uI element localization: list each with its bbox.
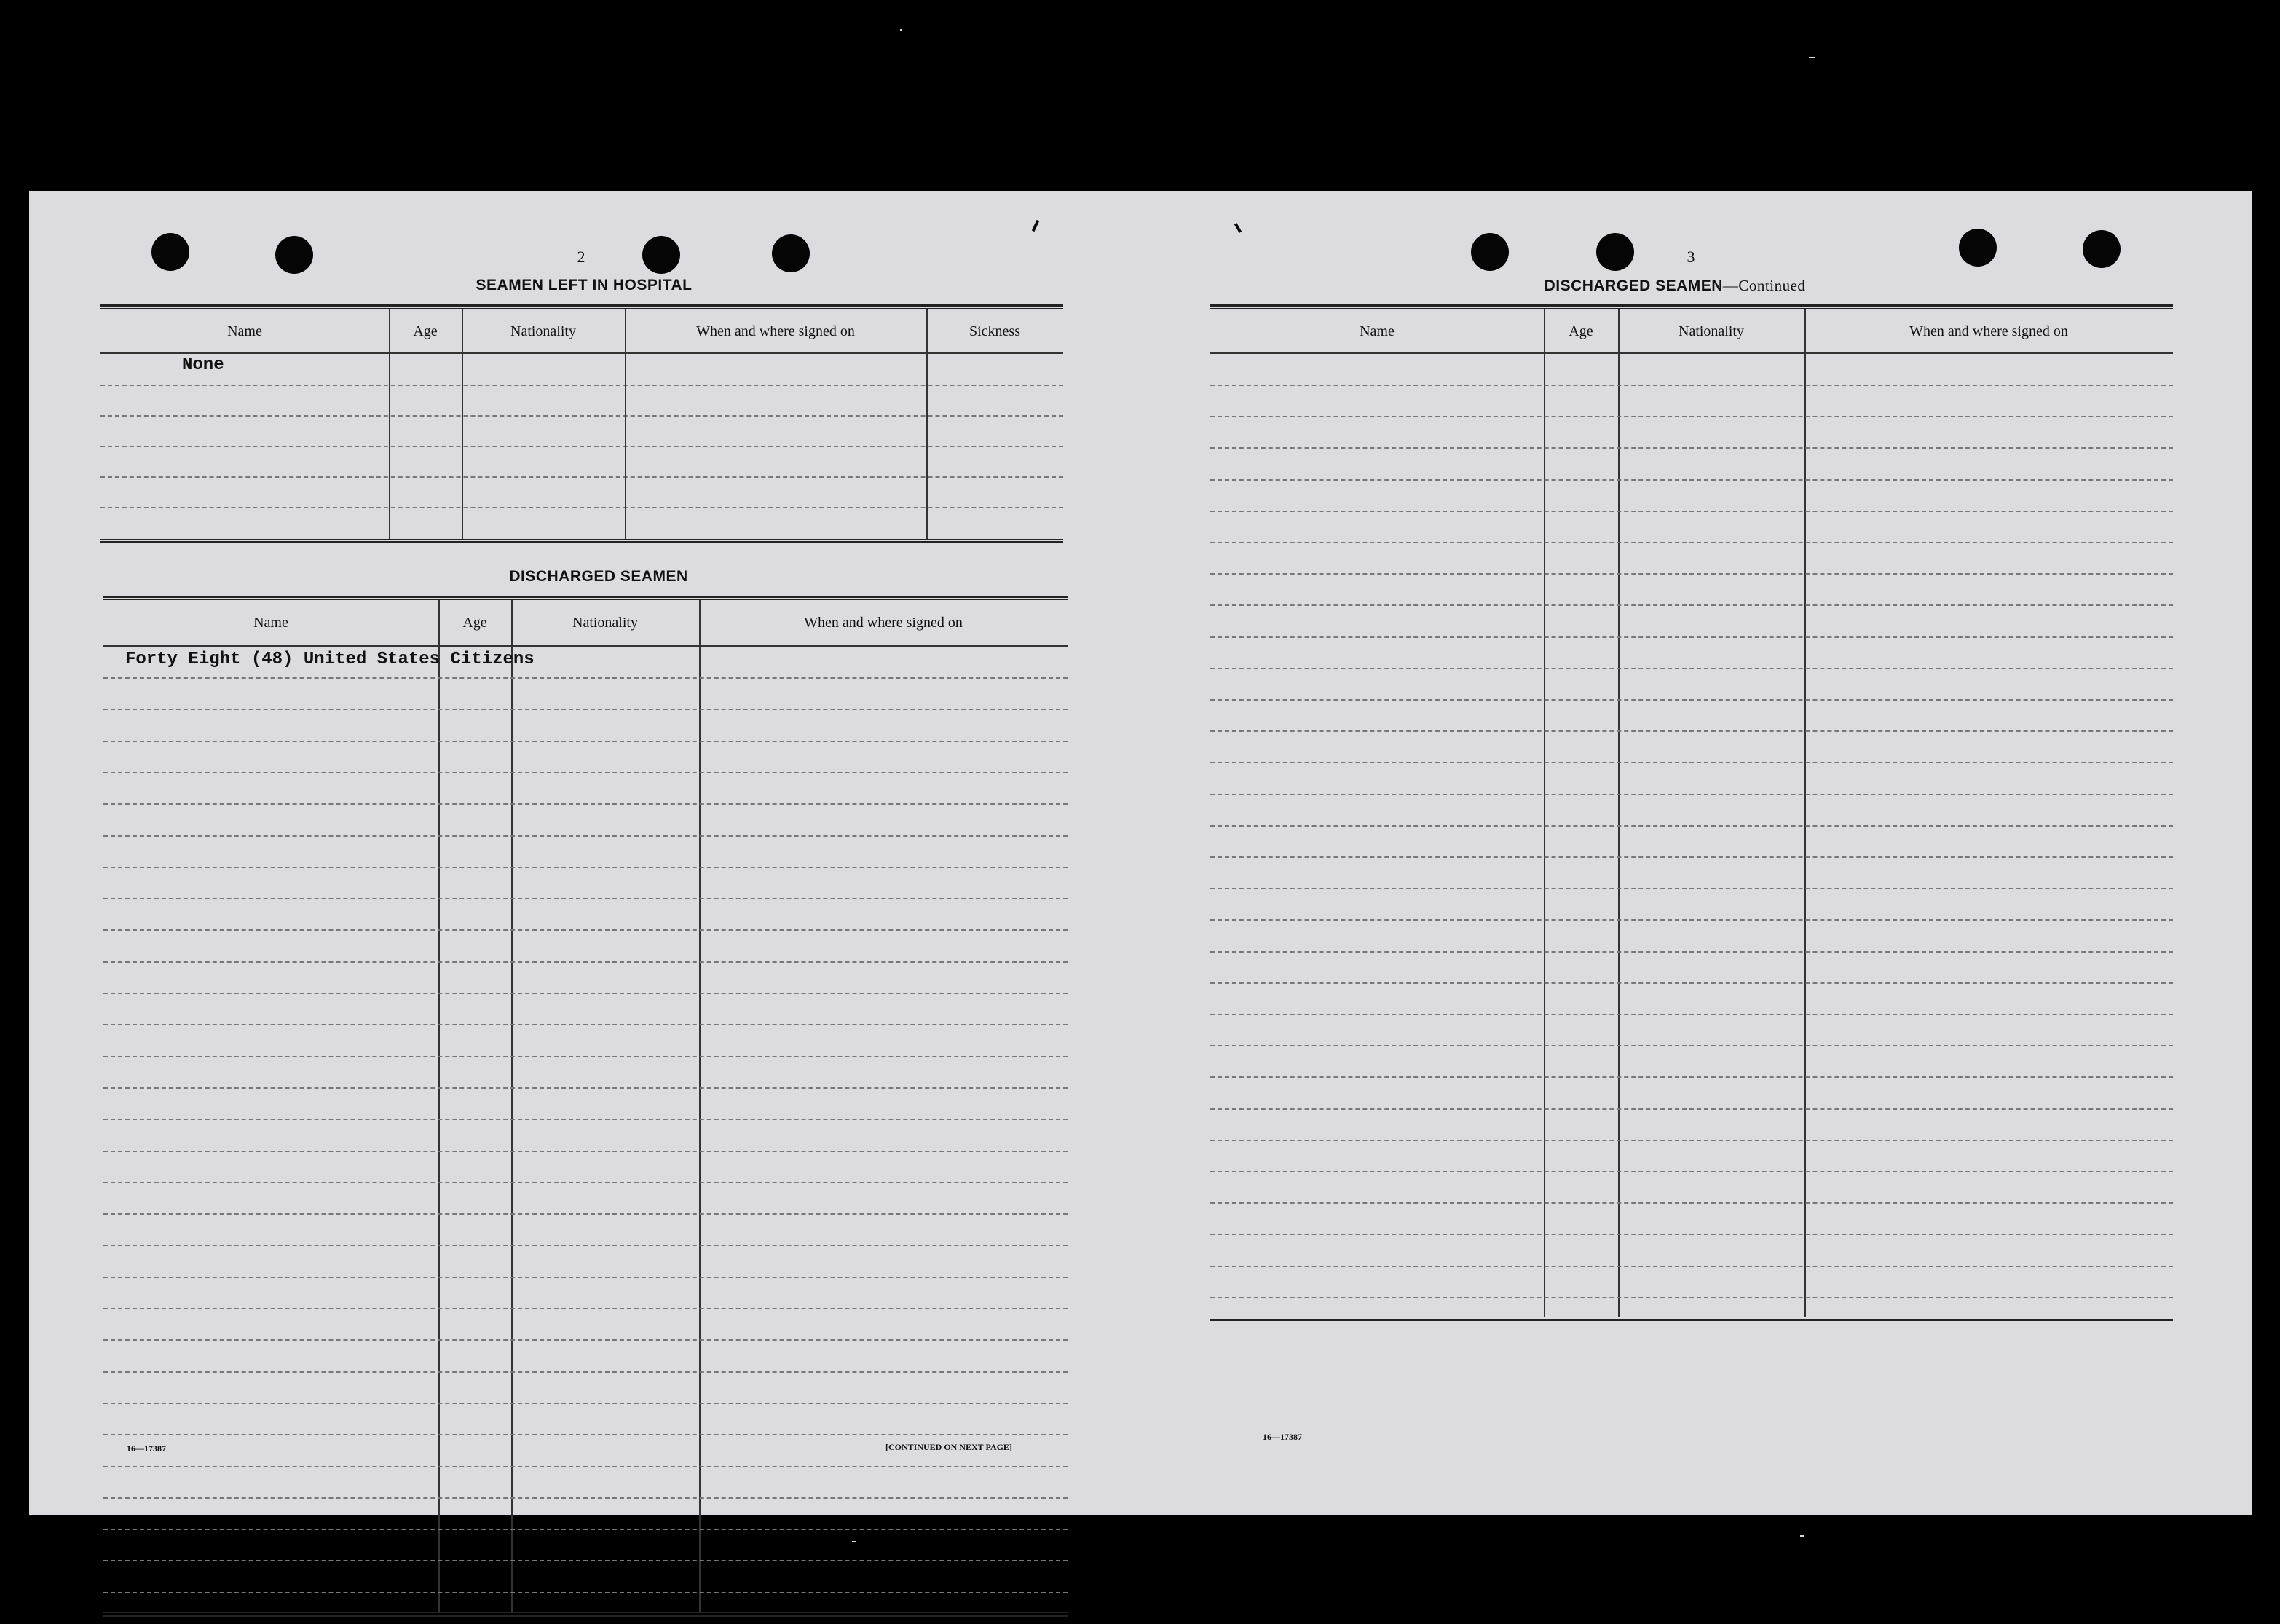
ruled-line bbox=[1210, 542, 2173, 543]
ruled-line bbox=[103, 677, 1068, 679]
ruled-line bbox=[1210, 1297, 2173, 1298]
ruled-line bbox=[103, 1151, 1068, 1152]
column-header-name: Name bbox=[1360, 323, 1395, 339]
punch-hole bbox=[1471, 233, 1509, 271]
ruled-line bbox=[1210, 1171, 2173, 1172]
punch-hole bbox=[642, 236, 680, 274]
ruled-line bbox=[1210, 1014, 2173, 1015]
column-header-age: Age bbox=[1569, 323, 1593, 339]
ruled-line bbox=[1210, 416, 2173, 417]
form-number: 16—17387 bbox=[1263, 1432, 1302, 1442]
ruled-line bbox=[103, 1371, 1068, 1373]
ruled-line bbox=[103, 1592, 1068, 1593]
column-header-nationality: Nationality bbox=[572, 615, 638, 631]
ruled-line bbox=[103, 1497, 1068, 1499]
ruled-line bbox=[103, 1213, 1068, 1215]
ruled-line bbox=[103, 1056, 1068, 1057]
ruled-line bbox=[103, 961, 1068, 963]
column-header-age: Age bbox=[462, 615, 487, 631]
left-page bbox=[29, 191, 1136, 1515]
right-page bbox=[1165, 191, 2252, 1515]
ruled-line bbox=[1210, 573, 2173, 575]
punch-hole bbox=[772, 234, 810, 272]
column-header-signed-on: When and where signed on bbox=[696, 323, 855, 339]
page-number: 3 bbox=[1687, 248, 1695, 266]
ruled-line bbox=[103, 1403, 1068, 1404]
ruled-line bbox=[1210, 1108, 2173, 1110]
punch-hole bbox=[275, 236, 313, 274]
discharged-table-continued bbox=[1210, 304, 2173, 1617]
ruled-line bbox=[1210, 951, 2173, 953]
ruled-line bbox=[1210, 762, 2173, 763]
discharged-continued-title: DISCHARGED SEAMEN—Continued bbox=[1544, 277, 1806, 294]
ruled-line bbox=[103, 741, 1068, 742]
hospital-section-title: SEAMEN LEFT IN HOSPITAL bbox=[476, 277, 693, 293]
ruled-line bbox=[1210, 1234, 2173, 1235]
ruled-line bbox=[103, 772, 1068, 773]
ruled-line bbox=[1210, 1076, 2173, 1078]
scan-speck bbox=[900, 29, 902, 31]
column-header-signed-on: When and where signed on bbox=[804, 615, 963, 631]
ruled-line bbox=[1210, 794, 2173, 795]
ruled-line bbox=[103, 1560, 1068, 1561]
column-header-age: Age bbox=[413, 323, 438, 339]
ruled-line bbox=[103, 1277, 1068, 1278]
form-number: 16—17387 bbox=[127, 1443, 166, 1454]
ruled-line bbox=[103, 898, 1068, 899]
ruled-line bbox=[1210, 604, 2173, 606]
ruled-line bbox=[103, 1339, 1068, 1341]
punch-hole bbox=[1959, 229, 1997, 267]
ruled-line bbox=[103, 835, 1068, 837]
ruled-line bbox=[1210, 1266, 2173, 1267]
ruled-line bbox=[103, 929, 1068, 931]
scan-speck bbox=[1800, 1535, 1804, 1537]
ruled-line bbox=[1210, 511, 2173, 512]
column-header-name: Name bbox=[253, 615, 288, 631]
ruled-line bbox=[103, 709, 1068, 710]
ruled-line bbox=[103, 1024, 1068, 1025]
ruled-line bbox=[103, 1245, 1068, 1246]
ruled-line bbox=[1210, 1140, 2173, 1141]
discharged-section-title: DISCHARGED SEAMEN bbox=[509, 568, 688, 585]
ruled-line bbox=[1210, 1045, 2173, 1046]
scan-speck bbox=[852, 1541, 856, 1542]
scan-speck bbox=[1809, 57, 1815, 58]
ruled-line bbox=[1210, 825, 2173, 827]
continued-note: [CONTINUED ON NEXT PAGE] bbox=[885, 1442, 1012, 1452]
ruled-line bbox=[1210, 730, 2173, 732]
column-header-signed-on: When and where signed on bbox=[1909, 323, 2068, 339]
column-header-name: Name bbox=[227, 323, 262, 339]
column-header-sickness: Sickness bbox=[969, 323, 1020, 339]
ruled-line bbox=[103, 1434, 1068, 1435]
ruled-line bbox=[1210, 479, 2173, 481]
ruled-line bbox=[103, 803, 1068, 805]
discharged-table bbox=[103, 596, 1068, 1624]
ruled-line bbox=[1210, 1202, 2173, 1204]
ruled-line bbox=[103, 1308, 1068, 1309]
ruled-line bbox=[103, 1087, 1068, 1089]
ruled-line bbox=[1210, 447, 2173, 449]
ruled-line bbox=[103, 1119, 1068, 1120]
ruled-line bbox=[1210, 888, 2173, 889]
ruled-line bbox=[1210, 919, 2173, 921]
hospital-entry-none: None bbox=[182, 355, 224, 375]
discharged-entry: Forty Eight (48) United States Citizens bbox=[125, 650, 535, 669]
ruled-line bbox=[103, 1529, 1068, 1530]
page-number: 2 bbox=[577, 248, 585, 266]
column-header-nationality: Nationality bbox=[1679, 323, 1744, 339]
hospital-table bbox=[100, 304, 1063, 552]
ruled-line bbox=[1210, 856, 2173, 858]
ruled-line bbox=[1210, 668, 2173, 669]
column-header-nationality: Nationality bbox=[510, 323, 576, 339]
ruled-line bbox=[103, 867, 1068, 868]
ruled-line bbox=[103, 1466, 1068, 1467]
document-sheet bbox=[29, 191, 2252, 1515]
punch-hole bbox=[151, 233, 189, 271]
ruled-line bbox=[1210, 636, 2173, 638]
punch-hole bbox=[1596, 233, 1634, 271]
ruled-line bbox=[1210, 699, 2173, 701]
ruled-line bbox=[1210, 385, 2173, 386]
punch-hole bbox=[2083, 230, 2121, 268]
ruled-line bbox=[1210, 982, 2173, 984]
ruled-line bbox=[103, 993, 1068, 994]
ruled-line bbox=[103, 1182, 1068, 1183]
